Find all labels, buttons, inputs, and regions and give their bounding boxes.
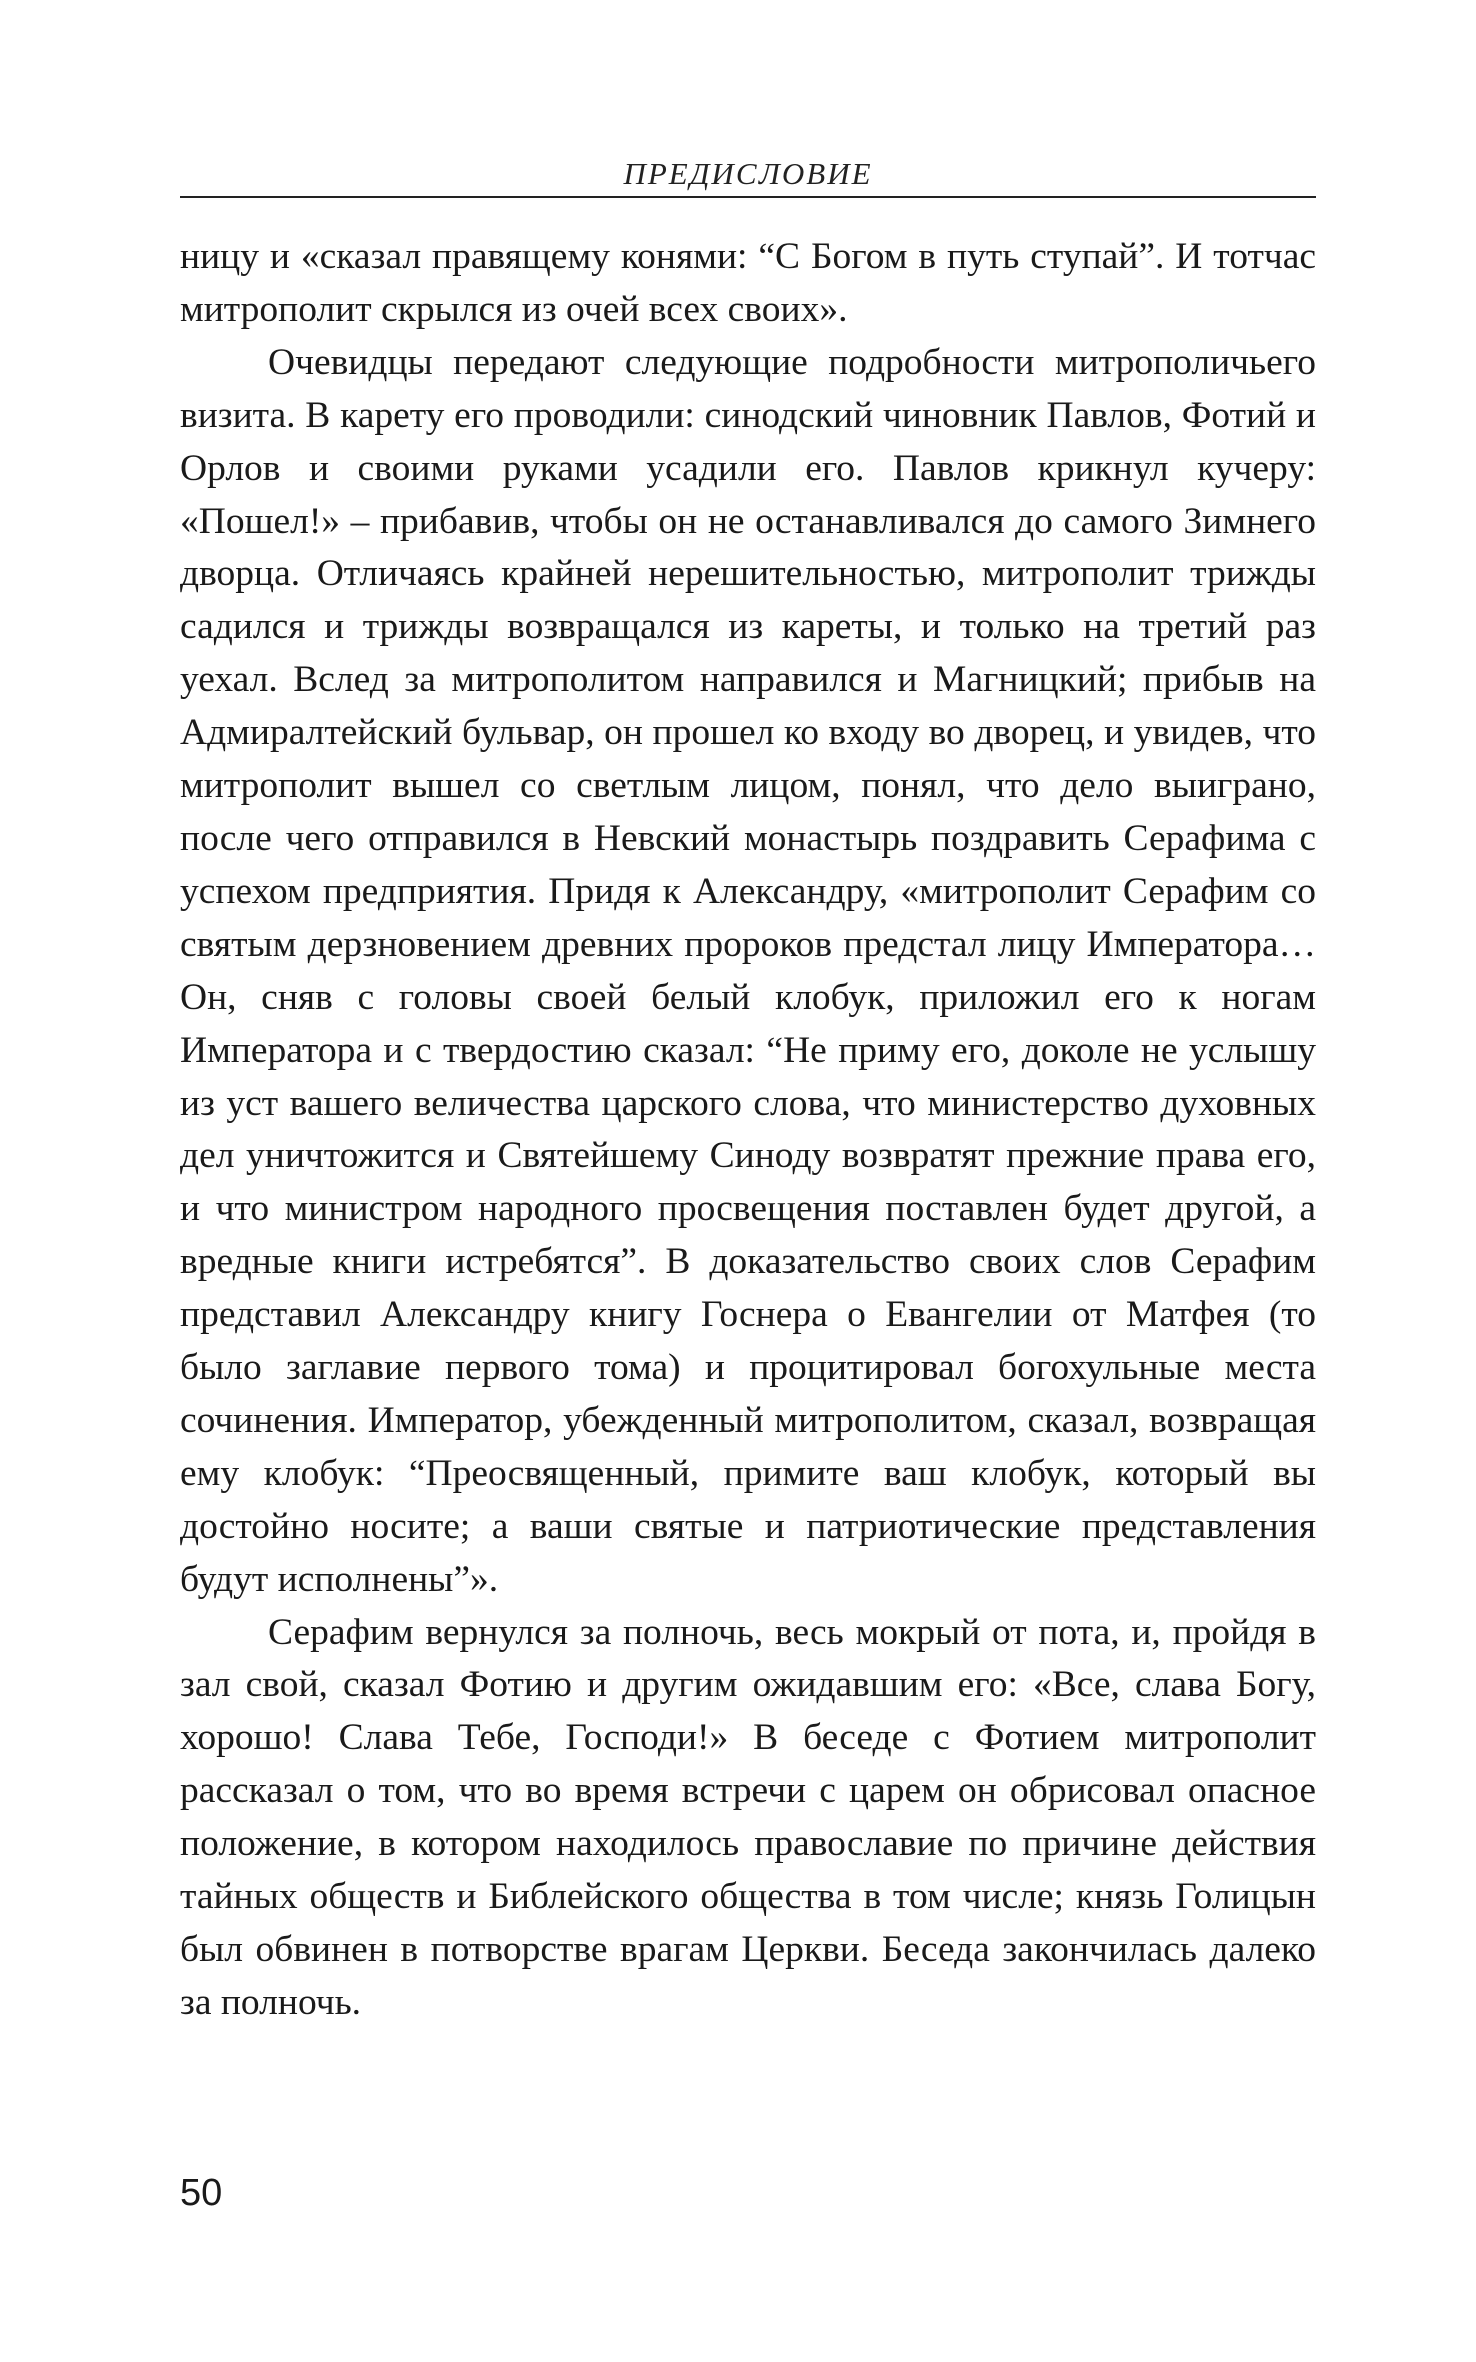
paragraph: Очевидцы передают следующие подробности митрополичьего визита. В карету его проводили: синодский чиновник Павлов, Фотий и Орлов и своими руками усадили его. Павлов крикнул кучеру: «Пошел!» – прибавив, чтобы он не останавливался до самого Зимнего дворца. Отличаясь крайней нерешительностью, митрополит трижды садился и трижды возвращался из кареты, и только на третий раз уехал. Вслед за митрополитом направился и Магницкий; прибыв на Адмиралтейский бульвар, он прошел ко входу во дворец, и увидев, что митрополит вышел со светлым лицом, понял, что дело выиграно, после чего отправился в Невский монастырь поздравить Серафима с успехом предприятия. Придя к Александру, «митрополит Серафим со святым дерзновением древних пророков предстал лицу Императора… Он, сняв с головы своей белый клобук, приложил его к ногам Императора и с твердостию сказал: “Не приму его, доколе не услышу из уст вашего величества царского слова, что министерство духовных дел уничтожится и Святейшему Синоду возвратят прежние права его, и что министром народного просвещения поставлен будет другой, а вредные книги истребятся”. В доказательство своих слов Серафим представил Александру книгу Госнера о Евангелии от Матфея (то было заглавие первого тома) и процитировал богохульные места сочинения. Император, убежденный митрополитом, сказал, возвращая ему клобук: “Преосвященный, примите ваш клобук, который вы достойно носите; а ваши святые и патриотические представления будут исполнены”». [180,341,1316,1600]
header-rule [180,196,1316,198]
running-head-title: ПРЕДИСЛОВИЕ [623,156,873,191]
paragraph: Серафим вернулся за полночь, весь мокрый от пота, и, пройдя в зал свой, сказал Фотию и другим ожидавшим его: «Все, слава Богу, хорошо! Слава Тебе, Господи!» В беседе с Фотием митрополит рассказал о том, что во время встречи с царем он обрисовал опасное положение, в котором находилось православие по причине действия тайных обществ и Библейского общества в том числе; князь Голицын был обвинен в потворстве врагам Церкви. Беседа закончилась далеко за полночь. [180,1611,1316,2023]
paragraph-continued: ницу и «сказал правящему конями: “С Богом в путь ступай”. И тотчас митрополит скрылся из очей всех своих». [180,236,1316,330]
page-number: 50 [180,2172,223,2214]
body-text [180,231,1316,2030]
